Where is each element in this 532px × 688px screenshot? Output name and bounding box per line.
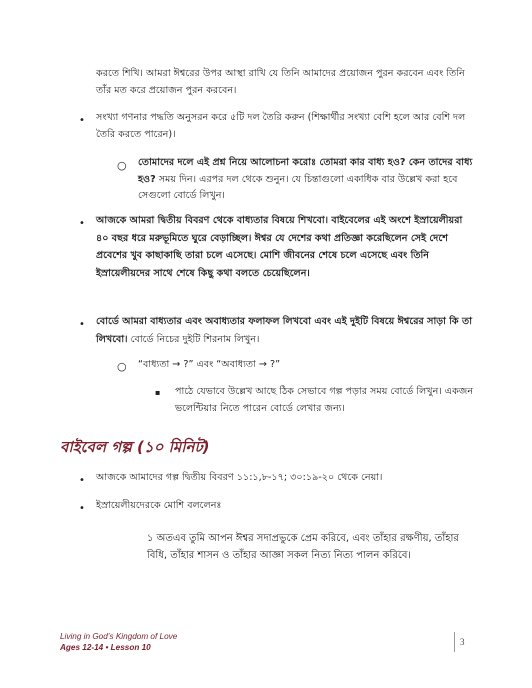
bullet-icon: • (79, 115, 85, 126)
footer-divider (454, 632, 455, 652)
section-heading: বাইবেল গল্প (১০ মিনিট) (60, 438, 210, 456)
board-instruction (96, 313, 476, 348)
square-bullet-icon: ▪ (155, 388, 161, 397)
page-number: 3 (460, 637, 465, 647)
footer-title: Living in God’s Kingdom of Love (60, 632, 178, 641)
board-headings: “বাধ্যতা → ?” এবং “অবাধ্যতা → ?” (138, 359, 281, 370)
scripture-quote: ১ অতএব তুমি আপন ঈশ্বর সদাপ্রভুকে প্রেম করিবে, এবং তাঁহার রক্ষণীয়, তাঁহার বিধি, তাঁহার শাসন ও তাঁহার আজ্ঞা সকল নিত্য নিত্য পালন করিবে। (147, 533, 459, 561)
moses-said: ইস্রায়েলীয়দেরকে মোশি বললেনঃ (96, 500, 222, 511)
discussion-question (138, 155, 474, 205)
lesson-intro-bold: আজকে আমরা দ্বিতীয় বিবরণ থেকে বাধ্যতার বিষয়ে শিখবো। বাইবেলের এই অংশে ইস্রায়েলীয়রা ৪০ বছর ধরে মরুভূমিতে ঘুরে বেড়াচ্ছিল। ঈশ্বর যে দেশের কথা প্রতিজ্ঞা করেছিলেন সেই দেশে প্রবেশের খুব কাছাকাছি তারা চলে এসেছে। মোশি জীবনের শেষে চলে এসেছে এবং তিনি ইস্রায়েলীয়দের সাথে শেষে কিছু কথা বলতে চেয়েছিলেন। (96, 215, 463, 279)
bullet-icon: • (79, 475, 85, 486)
circle-bullet-icon: ○ (117, 159, 127, 172)
discussion-question-rest: সময় দিন। এরপর দল থেকে শুনুন। যে চিন্তাগুলো একাধিক বার উল্লেখ করা হবে সেগুলো বোর্ডে লিখুন। (138, 173, 458, 201)
board-instruction-bold: বোর্ডে আমরা বাধ্যতার এবং অবাধ্যতার ফলাফল লিখবো এবং এই দুইটি বিষয়ে ঈশ্বরের সাড়া কি তা লিখবো। (96, 316, 472, 345)
board-instruction-rest: বোর্ডে নিচের দুইটি শিরনাম লিখুন। (127, 333, 260, 345)
reading-instruction: পাঠে যেভাবে উল্লেখ আছে ঠিক সেভাবে গল্প পড়ার সময় বোর্ডে লিখুন। একজন ভলেন্টিয়ার নিতে পারেন বোর্ডে লেখার জন্য। (175, 386, 474, 414)
intro-continuation: করতে শিখি। আমরা ঈশ্বরের উপর আস্থা রাখি যে তিনি আমাদের প্রয়োজন পুরন করবেন এবং তিনি তাঁর মত করে প্রয়োজন পুরন করবেন। (96, 68, 465, 96)
bullet-icon: • (79, 218, 85, 229)
bullet-icon: • (79, 319, 85, 330)
story-reference: আজকে আমাদের গল্প দ্বিতীয় বিবরণ ১১:১,৮-১৭; ৩০:১৯-২০ থেকে নেয়া। (96, 472, 383, 483)
footer-subtitle: Ages 12-14 • Lesson 10 (60, 643, 151, 652)
bullet-icon: • (79, 503, 85, 514)
bullet-group-count: সংখ্যা গণনার পদ্ধতি অনুসরন করে ৫টি দল তৈরি করুন (শিক্ষার্থীর সংখ্যা বেশি হলে আর বেশি দল তৈরি করতে পারেন)। (96, 112, 466, 140)
circle-bullet-icon: ○ (117, 360, 127, 373)
discussion-question-bold: তোমাদের দলে এই প্রশ্ন নিয়ে আলোচনা করোঃ তোমরা কার বাধ্য হও? কেন তাদের বাধ্য হও? (138, 157, 473, 185)
